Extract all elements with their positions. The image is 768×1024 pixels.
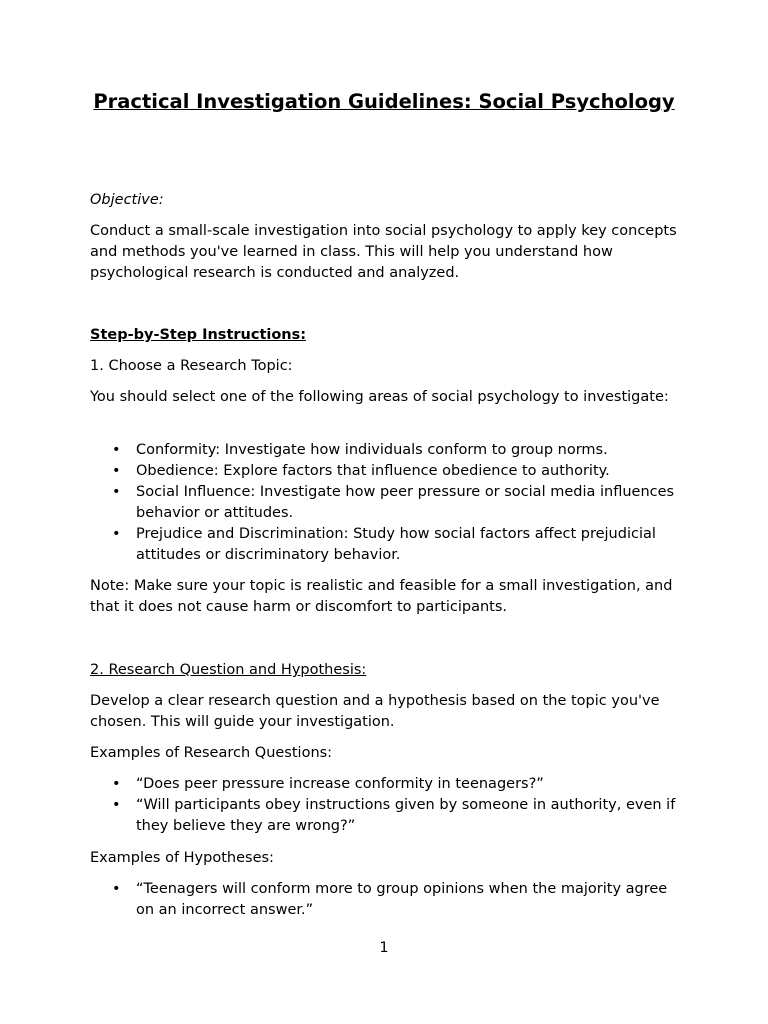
list-item [90,482,680,524]
document-title: Practical Investigation Guidelines: Social Psychology [93,90,675,113]
step2-intro: Develop a clear research question and a hypothesis based on the topic you've chosen. This will guide your investigation. [90,693,660,730]
hypothesis: “Teenagers will conform more to group opinions when the majority agree on an incorrect answer.” [136,881,668,918]
research-questions-heading: Examples of Research Questions: [90,745,333,761]
objective-text: Conduct a small-scale investigation into social psychology to apply key concepts and methods you've learned in class. This will help you understand how psychological research is conducted and analyzed. [90,223,677,281]
objective-heading: Objective: [90,192,164,208]
topic-obedience: Obedience: Explore factors that influence obedience to authority. [136,463,610,479]
list-item [90,774,680,795]
list-item [90,461,680,482]
topic-prejudice: Prejudice and Discrimination: Study how social factors affect prejudicial attitudes or discriminatory behavior. [136,526,656,563]
research-question: “Does peer pressure increase conformity in teenagers?” [136,776,544,792]
bullet-icon: • [112,484,121,500]
bullet-icon: • [112,463,121,479]
hypothesis-list [90,879,680,921]
topic-conformity: Conformity: Investigate how individuals conform to group norms. [136,442,608,458]
list-item [90,879,680,921]
bullet-icon: • [112,776,121,792]
research-question: “Will participants obey instructions given by someone in authority, even if they believe they are wrong?” [136,797,676,834]
hypotheses-heading: Examples of Hypotheses: [90,850,274,866]
research-question-list [90,774,680,837]
step1-intro: You should select one of the following areas of social psychology to investigate: [90,389,669,405]
bullet-icon: • [112,442,121,458]
page-number: 1 [379,940,389,956]
topic-social-influence: Social Influence: Investigate how peer pressure or social media influences behavior or attitudes. [136,484,675,521]
bullet-icon: • [112,797,121,813]
list-item [90,524,680,566]
step1-note: Note: Make sure your topic is realistic and feasible for a small investigation, and that it does not cause harm or discomfort to participants. [90,578,673,615]
steps-heading: Step-by-Step Instructions: [90,327,307,343]
bullet-icon: • [112,881,121,897]
topic-list [90,440,680,566]
step1-heading: 1. Choose a Research Topic: [90,358,293,374]
list-item [90,440,680,461]
bullet-icon: • [112,526,121,542]
list-item [90,795,680,837]
step2-heading: 2. Research Question and Hypothesis: [90,662,367,678]
